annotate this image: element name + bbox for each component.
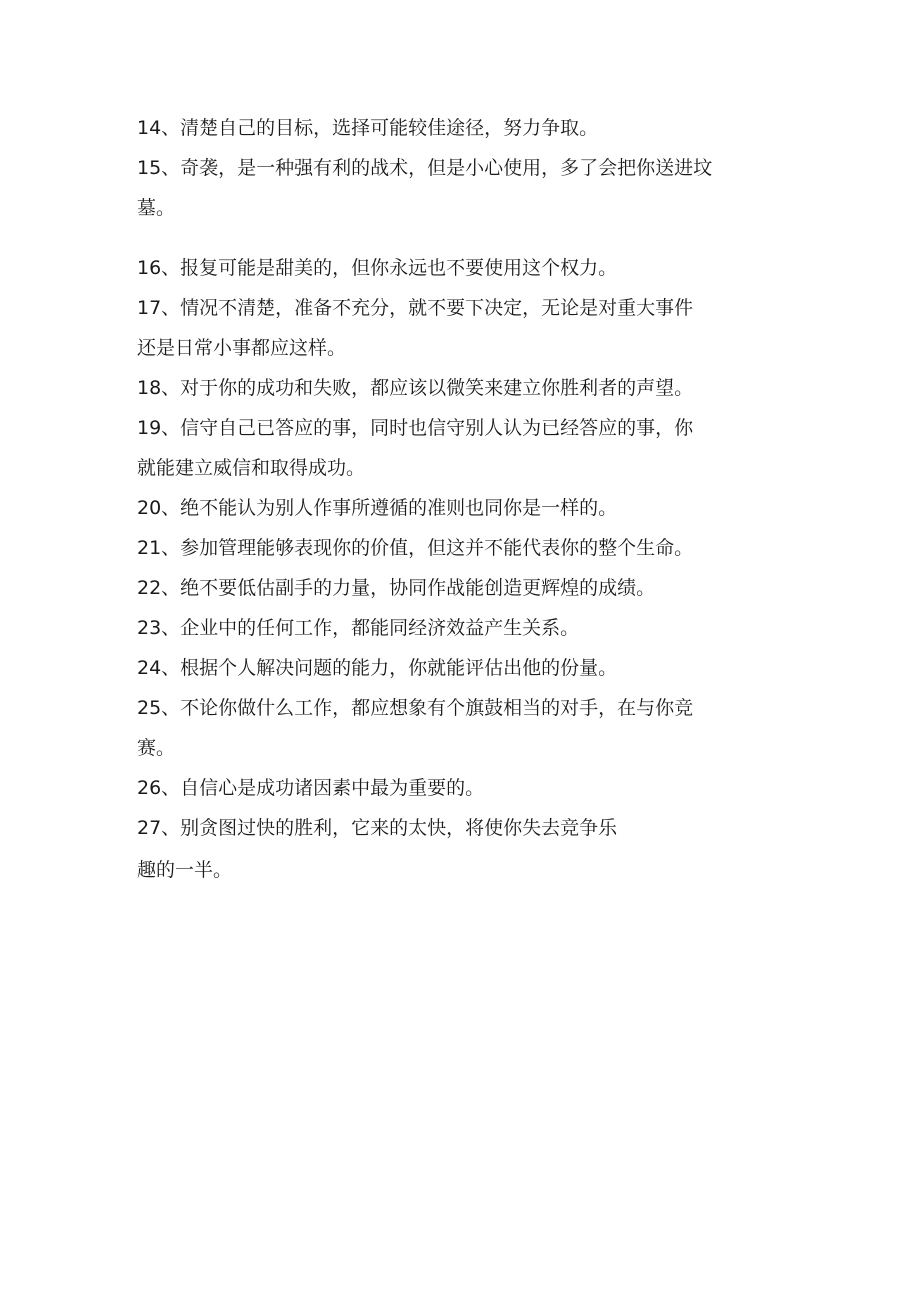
text-line: 17、情况不清楚，准备不充分，就不要下决定，无论是对重大事件 [137,297,694,319]
text-line: 18、对于你的成功和失败，都应该以微笑来建立你胜利者的声望。 [137,377,694,399]
text-line: 赛。 [137,737,176,759]
text-line: 15、奇袭，是一种强有利的战术，但是小心使用，多了会把你送进坟 [137,157,713,179]
document-body [137,108,787,892]
text-line: 14、清楚自己的目标，选择可能较佳途径，努力争取。 [137,117,599,139]
text-line: 26、自信心是成功诸因素中最为重要的。 [137,777,485,799]
text-line: 就能建立威信和取得成功。 [137,457,366,479]
text-line: 22、绝不要低估副手的力量，协同作战能创造更辉煌的成绩。 [137,577,656,599]
text-line: 20、绝不能认为别人作事所遵循的准则也同你是一样的。 [137,497,618,519]
text-line: 25、不论你做什么工作，都应想象有个旗鼓相当的对手，在与你竞 [137,697,694,719]
text-line: 23、企业中的任何工作，都能同经济效益产生关系。 [137,617,580,639]
text-line: 21、参加管理能够表现你的价值，但这并不能代表你的整个生命。 [137,537,694,559]
text-line: 27、别贪图过快的胜利，它来的太快，将使你失去竞争乐 [137,817,618,839]
text-line: 19、信守自己已答应的事，同时也信守别人认为已经答应的事，你 [137,417,694,439]
text-line: 墓。 [137,197,176,219]
text-line: 趣的一半。 [137,859,233,881]
text-line: 16、报复可能是甜美的，但你永远也不要使用这个权力。 [137,257,618,279]
text-line: 24、根据个人解决问题的能力，你就能评估出他的份量。 [137,657,618,679]
text-line: 还是日常小事都应这样。 [137,337,347,359]
